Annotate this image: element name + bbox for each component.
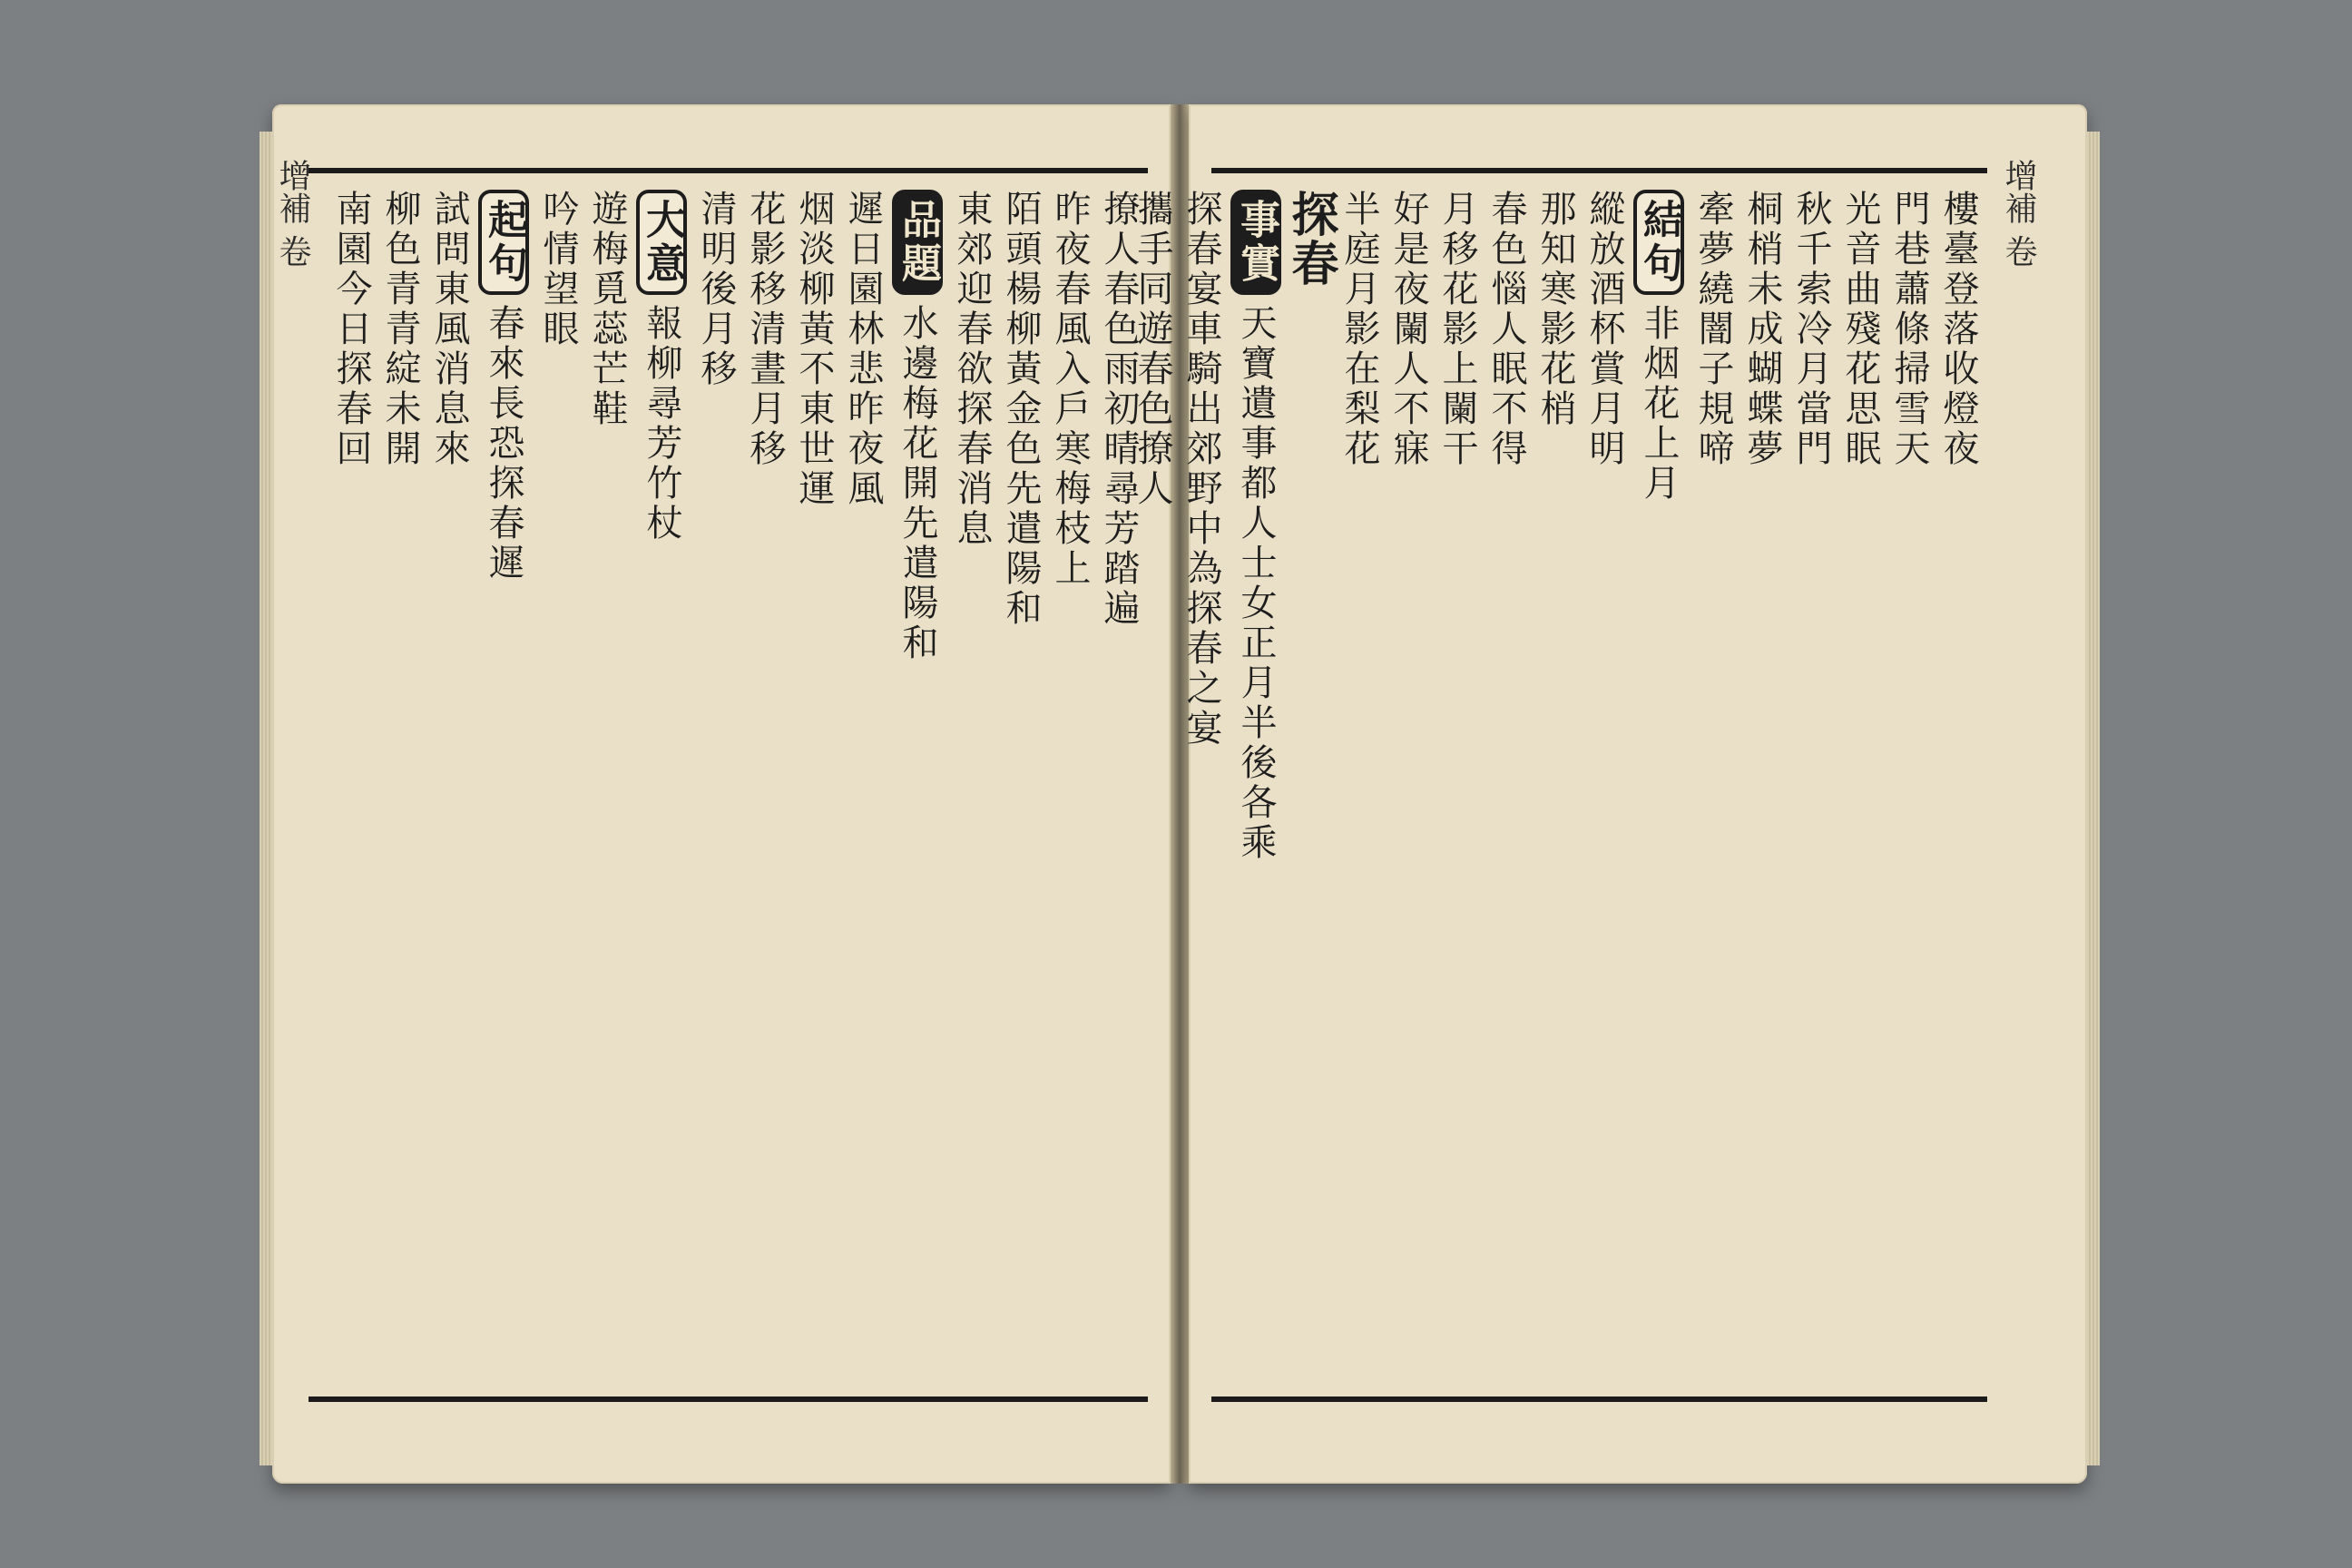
column-text: 月移花影上闌干 bbox=[1436, 190, 1478, 469]
text-column bbox=[1584, 190, 1624, 1387]
text-column bbox=[1938, 190, 1978, 1387]
column-text: 水邊梅花開先遣陽和 bbox=[897, 304, 938, 663]
text-column bbox=[1791, 190, 1831, 1387]
column-text: 門巷蕭條掃雪天 bbox=[1888, 190, 1930, 469]
section-label: 品題 bbox=[892, 190, 943, 295]
column-text: 清明後月移 bbox=[695, 190, 737, 389]
text-column bbox=[1889, 190, 1929, 1387]
text-column bbox=[429, 190, 469, 1387]
text-column bbox=[1339, 190, 1379, 1387]
column-text: 柳色青青綻未開 bbox=[379, 190, 421, 469]
column-text: 試問東風消息來 bbox=[428, 190, 470, 469]
column-text: 東郊迎春欲探春消息 bbox=[951, 190, 993, 549]
text-column bbox=[794, 190, 834, 1387]
column-text: 桐梢未成蝴蝶夢 bbox=[1741, 190, 1783, 469]
column-text: 昨夜春風入戶寒梅枝上 bbox=[1049, 190, 1091, 589]
column-text: 攜手同遊春色撩人 bbox=[1132, 190, 1173, 509]
column-text: 陌頭楊柳黃金色先遣陽和 bbox=[1000, 190, 1042, 629]
text-column bbox=[587, 190, 627, 1387]
text-column bbox=[331, 190, 371, 1387]
text-column bbox=[1388, 190, 1428, 1387]
column-text: 撩人春色雨初晴尋芳踏遍 bbox=[1098, 190, 1140, 629]
column-text: 秋千索冷月當門 bbox=[1790, 190, 1832, 469]
text-column bbox=[1230, 190, 1281, 1387]
column-text: 好是夜闌人不寐 bbox=[1387, 190, 1429, 469]
right-columns bbox=[1132, 190, 1979, 1387]
section-label: 事實 bbox=[1230, 190, 1281, 295]
right-margin-text: 增補 卷 bbox=[2000, 159, 2037, 268]
left-margin-text: 增補 卷 bbox=[274, 159, 311, 268]
text-column bbox=[1840, 190, 1880, 1387]
column-text: 樓臺登落收燈夜 bbox=[1937, 190, 1979, 469]
open-book bbox=[272, 95, 2087, 1502]
left-page bbox=[272, 104, 1171, 1484]
column-text: 烟淡柳黃不東世運 bbox=[793, 190, 835, 509]
text-column bbox=[1181, 190, 1221, 1387]
text-column bbox=[1437, 190, 1477, 1387]
text-column bbox=[1633, 190, 1684, 1387]
right-page bbox=[1132, 104, 2087, 1484]
text-column bbox=[892, 190, 943, 1387]
column-text: 吟情望眼 bbox=[537, 190, 579, 349]
text-column bbox=[1132, 190, 1172, 1387]
right-page-edges bbox=[2087, 132, 2100, 1465]
left-page-edges bbox=[260, 132, 272, 1465]
left-text-frame bbox=[309, 168, 1148, 1402]
section-label: 結句 bbox=[1633, 190, 1684, 295]
column-text: 縱放酒杯賞月明 bbox=[1583, 190, 1625, 469]
section-label: 起句 bbox=[478, 190, 529, 295]
text-column bbox=[380, 190, 420, 1387]
column-text: 南園今日探春回 bbox=[330, 190, 372, 469]
text-column bbox=[636, 190, 687, 1387]
column-text: 春色惱人眠不得 bbox=[1485, 190, 1527, 469]
column-text: 遊梅覓蕊芒鞋 bbox=[586, 190, 628, 429]
text-column bbox=[952, 190, 992, 1387]
text-column bbox=[1283, 190, 1338, 1387]
column-text: 探春宴車騎出郊野中為探春之宴 bbox=[1181, 190, 1222, 749]
text-column bbox=[696, 190, 736, 1387]
right-text-frame bbox=[1132, 168, 1987, 1402]
column-text: 光音曲殘花思眠 bbox=[1839, 190, 1881, 469]
column-text: 報柳尋芳竹杖 bbox=[641, 304, 682, 544]
text-column bbox=[1486, 190, 1526, 1387]
column-text: 探春 bbox=[1283, 190, 1338, 288]
column-text: 牽夢繞闇子規啼 bbox=[1692, 190, 1734, 469]
text-column bbox=[478, 190, 529, 1387]
column-text: 天寶遺事都人士女正月半後各乘 bbox=[1235, 304, 1277, 863]
column-text: 遲日園林悲昨夜風 bbox=[842, 190, 884, 509]
text-column bbox=[1535, 190, 1575, 1387]
left-columns bbox=[318, 190, 1139, 1387]
column-text: 春來長恐探春遲 bbox=[483, 304, 524, 583]
text-column bbox=[538, 190, 578, 1387]
column-text: 花影移清晝月移 bbox=[744, 190, 786, 469]
column-text: 非烟花上月 bbox=[1638, 304, 1680, 504]
column-text: 那知寒影花梢 bbox=[1534, 190, 1576, 429]
text-column bbox=[843, 190, 883, 1387]
text-column bbox=[1001, 190, 1041, 1387]
text-column bbox=[1050, 190, 1090, 1387]
section-label: 大意 bbox=[636, 190, 687, 295]
text-column bbox=[745, 190, 785, 1387]
text-column bbox=[1742, 190, 1782, 1387]
text-column bbox=[1693, 190, 1733, 1387]
column-text: 半庭月影在梨花 bbox=[1338, 190, 1380, 469]
